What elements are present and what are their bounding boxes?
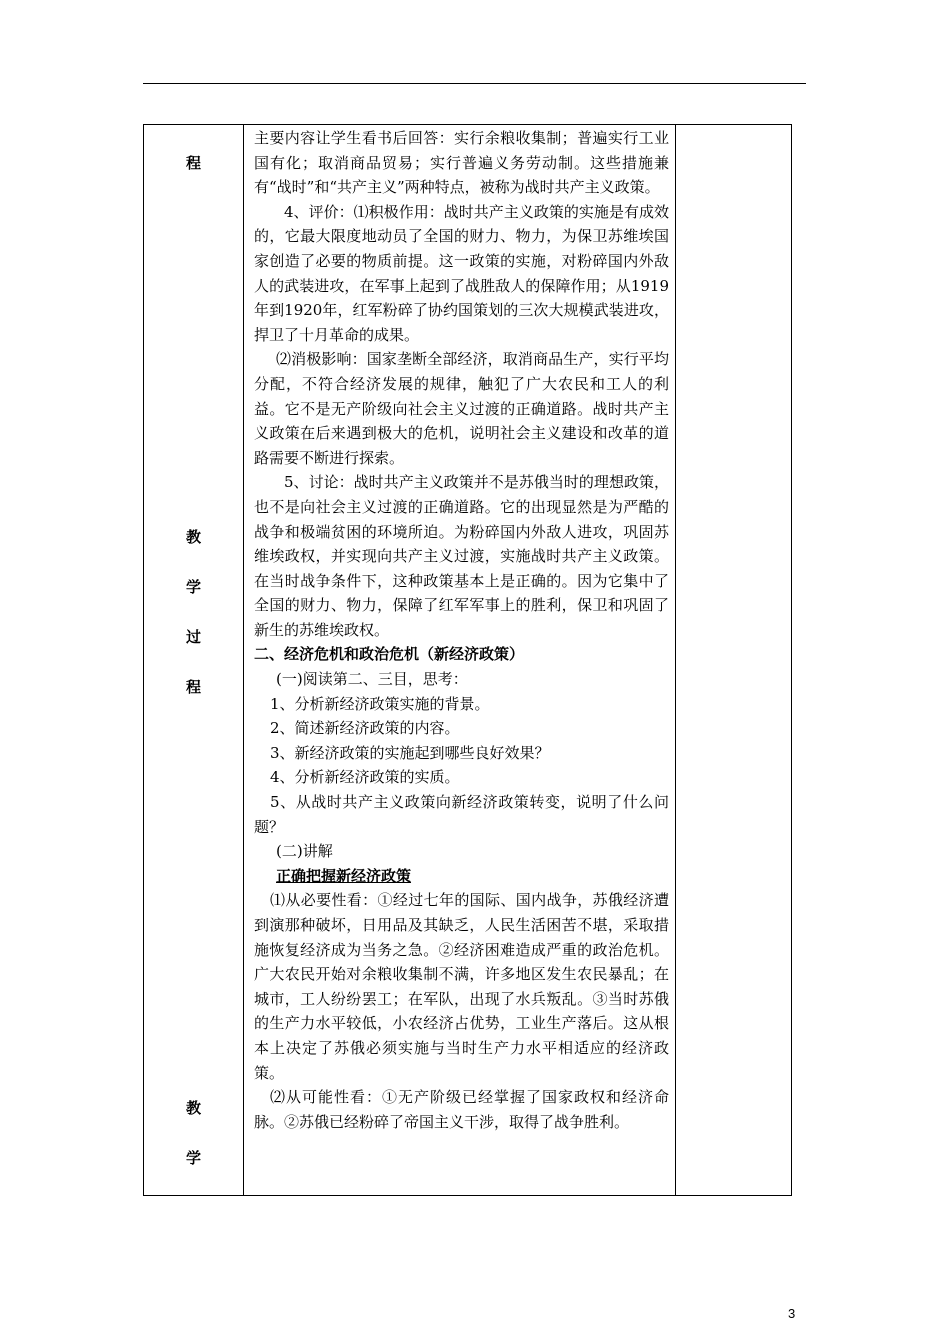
header-rule bbox=[143, 83, 806, 84]
content-column bbox=[244, 125, 676, 1196]
question-item: 4、分析新经济政策的实质。 bbox=[270, 768, 460, 787]
paragraph: ⑴从必要性看：①经过七年的国际、国内战争，苏俄经济遭到演那种破坏，日用品及其缺乏，人民生活困苦不堪，采取措施恢复经济成为当务之急。②经济困难造成严重的政治危机。广大农民开始对余粮收集制不满，许多地区发生农民暴乱；在城市，工人纷纷罢工；在军队，出现了水兵叛乱。③当时苏俄的生产力水平较低，小农经济占优势，工业生产落后。这从根本上决定了苏俄必须实施与当时生产力水平相适应的经济政策。 bbox=[254, 891, 669, 1082]
paragraph: (二)讲解 bbox=[276, 842, 333, 861]
paragraph: ⑵消极影响：国家垄断全部经济，取消商品生产，实行平均分配，不符合经济发展的规律，触犯了广大农民和工人的利益。它不是无产阶级向社会主义过渡的正确道路。战时共产主义政策在后来遇到极大的危机，说明社会主义建设和改革的道路需要不断进行探索。 bbox=[254, 350, 669, 467]
paragraph: ⑵从可能性看：①无产阶级已经掌握了国家政权和经济命脉。②苏俄已经粉碎了帝国主义干涉，取得了战争胜利。 bbox=[254, 1088, 669, 1131]
side-label: 学 bbox=[185, 578, 201, 596]
subsection-heading: 正确把握新经济政策 bbox=[276, 866, 412, 885]
question-item: 5、从战时共产主义政策向新经济政策转变，说明了什么问题？ bbox=[254, 793, 669, 836]
question-item: 3、新经济政策的实施起到哪些良好效果？ bbox=[270, 743, 550, 762]
question-item: 1、分析新经济政策实施的背景。 bbox=[270, 694, 490, 713]
side-label: 教 bbox=[185, 1099, 201, 1117]
question-item: 2、简述新经济政策的内容。 bbox=[270, 719, 460, 738]
paragraph: 4、评价：⑴积极作用：战时共产主义政策的实施是有成效的，它最大限度地动员了全国的财力、物力，为保卫苏维埃国家创造了必要的物质前提。这一政策的实施，对粉碎国内外敌人的武装进攻，在军事上起到了战胜敌人的保障作用；从1919年到1920年，红军粉碎了协约国策划的三次大规模武装进攻，捍卫了十月革命的成果。 bbox=[254, 202, 669, 344]
side-label: 程 bbox=[185, 678, 201, 696]
page-number: 3 bbox=[788, 1306, 796, 1321]
paragraph: (一)阅读第二、三目，思考： bbox=[276, 670, 468, 689]
side-label: 过 bbox=[185, 628, 201, 646]
paragraph: 5、讨论：战时共产主义政策并不是苏俄当时的理想政策，也不是向社会主义过渡的正确道路。它的出现显然是为严酷的战争和极端贫困的环境所迫。为粉碎国内外敌人进攻，巩固苏维埃政权，并实现向共产主义过渡，实施战时共产主义政策。在当时战争条件下，这种政策基本上是正确的。因为它集中了全国的财力、物力，保障了红军军事上的胜利，保卫和巩固了新生的苏维埃政权。 bbox=[254, 473, 669, 639]
side-label: 程 bbox=[185, 154, 201, 172]
section-label-column bbox=[144, 125, 244, 1196]
paragraph: 主要内容让学生看书后回答：实行余粮收集制；普遍实行工业国有化；取消商品贸易；实行普遍义务劳动制。这些措施兼有“战时”和“共产主义”两种特点，被称为战时共产主义政策。 bbox=[254, 129, 669, 197]
notes-column bbox=[676, 125, 792, 1196]
lesson-table bbox=[143, 124, 792, 1196]
side-label: 学 bbox=[185, 1149, 201, 1167]
section-heading: 二、经济危机和政治危机（新经济政策） bbox=[254, 645, 525, 664]
side-label: 教 bbox=[185, 528, 201, 546]
